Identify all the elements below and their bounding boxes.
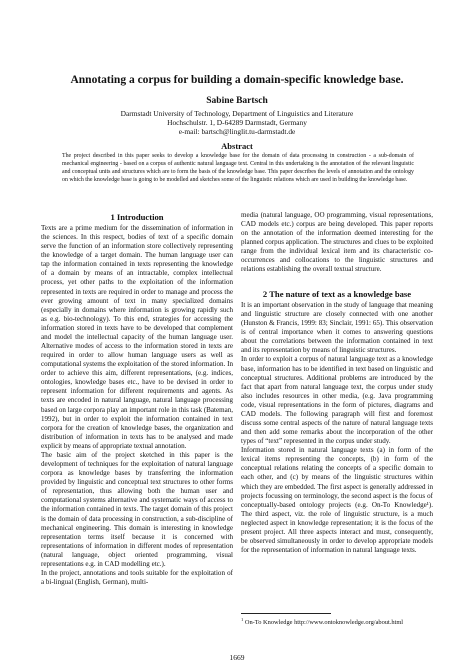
intro-column [41, 224, 233, 587]
paragraph: The basic aim of the project sketched in this paper is the development of techniques for the exploitation of natural language corpora as knowledge bases by transferring the information provided by linguistic and conceptual text structures to other forms of representation, thus allowing both the human user and computational systems alternative and systematic ways of access to the information contained in texts. The target domain of this project is the domain of data processing in construction, a sub-discipline of mechanical engineering. This domain is interesting in knowledge representation terms itself because it is concerned with representations of information in different modes of representation (natural language, object oriented programming, visual representations e.g. in CAD modelling etc.). [41, 450, 233, 568]
paragraph: Texts are a prime medium for the dissemination of information in the sciences. In this respect, bodies of text of a specific domain serve the function of an information store collectively representing the knowledge of a target domain. The human language user can tap the information contained in texts representing the knowledge of a domain by means of an intractable, complex intellectual process, yet other paths to the exploitation of the information represented in texts are required in order to manage and process the ever growing amount of text in many specialized domains (especially in domains where information is growing rapidly such as e.g. bio-technology). To this end, strategies for accessing the information stored in texts have to be developed that complement and model the intellectual capacity of the human language user. Alternative modes of access to the information stored in texts are required in order to allow human language users as well as computational systems the exploitation of the stored information. In order to achieve this aim, different representations, (e.g. indices, ontologies, knowledge bases etc., have to be devised in order to represent information for different requirements and agents. As texts are encoded in natural language, natural language processing based on large corpora play an important role in this task (Bateman, 1992), but in order to exploit the information contained in text corpora for the creation of knowledge bases, the organization and distribution of information in texts has to be analysed and made explicit by means of appropriate textual annotation. [41, 224, 233, 450]
abstract-heading: Abstract [221, 141, 253, 151]
paper-title: Annotating a corpus for building a domain-specific knowledge base. [70, 74, 404, 86]
footnote-rule [241, 613, 331, 614]
footnote-mark: 1 [241, 617, 244, 622]
affiliation-line: Darmstadt University of Technology, Department of Linguistics and Literature [120, 109, 354, 118]
page-number: 1669 [229, 653, 245, 662]
section-heading-nature-of-text: 2 The nature of text as a knowledge base [262, 289, 412, 299]
footnote [241, 617, 403, 626]
footnote-text: On-To Knowledge http://www.ontoknowledge.org/about.html [243, 619, 404, 627]
author-name: Sabine Bartsch [206, 96, 268, 106]
section-2-column [241, 301, 433, 555]
paragraph: media (natural language, OO programming, visual representations, CAD models etc.) corpus are being developed. This paper reports on the annotation of the information deemed interesting for the planned corpus application. The structures and clues to be exploited range from the individual lexical item and its characteristic co-occurrences and collocations to the linguistic structures and relations establishing the overall textual structure. [241, 211, 433, 274]
affiliation-line: Hochschulstr. 1, D-64289 Darmstadt, Germany [167, 118, 307, 127]
paragraph: Information stored in natural language texts (a) in form of the lexical items representing the concepts, (b) in form of the conceptual relations relating the concepts of a specific domain to each other, and (c) by means of the linguistic structures within which they are embedded. The first aspect is generally addressed in projects focussing on terminology, the second aspect is the focus of conceptually-based ontology projects (e.g. On-To Knowledge¹). The third aspect, viz. the role of linguistic structure, is a much neglected aspect in knowledge representation; it is the focus of the present project. All three aspects interact and must, consequently, be observed simultaneously in order to develop appropriate models for the representation of information in natural language texts. [241, 446, 433, 555]
intro-continuation [241, 211, 433, 275]
paragraph: In order to exploit a corpus of natural language text as a knowledge base, information has to be identified in text based on linguistic and conceptual structures. Additional problems are introduced by the fact that apart from natural language text, the corpus under study also includes resources in other media, (e.g. Java programming code, visual representations in the form of pictures, diagrams and CAD models. The following paragraph will first and foremost discuss some central aspects of the nature of natural language texts and then add some remarks about the incorporation of the other types of “text” represented in the corpus under study. [241, 355, 433, 446]
section-heading-introduction: 1 Introduction [110, 212, 164, 222]
paragraph: It is an important observation in the study of language that meaning and linguistic structure are closely connected with one another (Hunston & Francis, 1999: 83; Sinclair, 1991: 65). This observation is of central importance when it comes to answering questions about the correlations between the information contained in text and its representation by means of linguistic structures. [241, 301, 433, 355]
paragraph: In the project, annotations and tools suitable for the exploitation of a bi-lingual (English, German), multi- [41, 568, 233, 587]
abstract-text: The project described in this paper seeks to develop a knowledge base for the domain of data processing in construction - a sub-domain of mechanical engineering - based on a corpus of authentic natural language text. Central in this undertaking is the annotation of the relevant linguistic and conceptual units and structures which are to form the basis of the knowledge base. This paper describes the levels of annotation and the ontology on which the knowledge base is going to be modelled and sketches some of the linguistic relations which are used in building the knowledge base. [62, 153, 414, 183]
affiliation-email: e-mail: bartsch@linglit.tu-darmstadt.de [178, 127, 296, 136]
